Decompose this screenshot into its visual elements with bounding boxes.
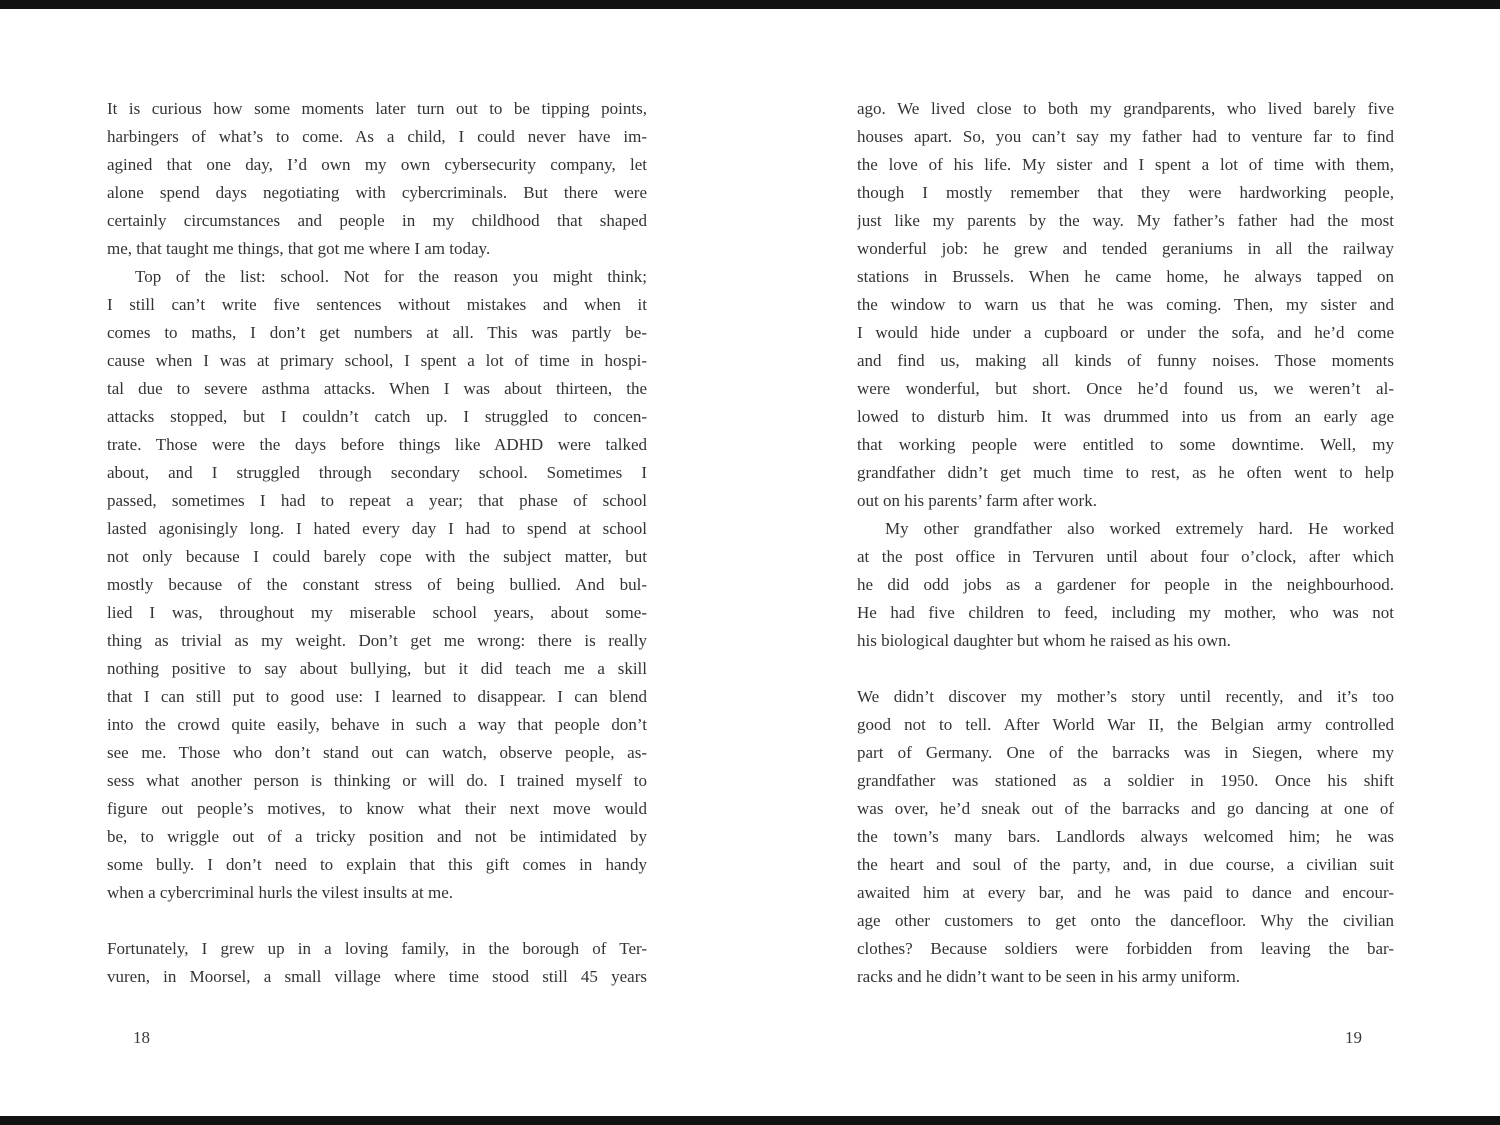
text-line: grandfather didn’t get much time to rest, as he often went to help	[857, 463, 1394, 482]
text-line: agined that one day, I’d own my own cybersecurity company, let	[107, 155, 647, 174]
paragraph	[107, 95, 647, 263]
text-line: stations in Brussels. When he came home, he always tapped on	[857, 267, 1394, 286]
text-line: when a cybercriminal hurls the vilest insults at me.	[107, 883, 454, 902]
top-edge-bar	[0, 0, 1500, 9]
text-line: mostly because of the constant stress of being bullied. And bul-	[107, 575, 647, 594]
text-line: figure out people’s motives, to know what their next move would	[107, 799, 647, 818]
text-line: alone spend days negotiating with cybercriminals. But there were	[107, 183, 647, 202]
paragraph	[107, 935, 647, 991]
text-line: cause when I was at primary school, I spent a lot of time in hospi-	[107, 351, 647, 370]
text-line: see me. Those who don’t stand out can watch, observe people, as-	[107, 743, 647, 762]
text-line: into the crowd quite easily, behave in such a way that people don’t	[107, 715, 647, 734]
text-line: I would hide under a cupboard or under the sofa, and he’d come	[857, 323, 1394, 342]
page-right-text-column	[857, 95, 1394, 991]
page-left-text-column	[107, 95, 647, 991]
text-line: He had five children to feed, including my mother, who was not	[857, 603, 1394, 622]
text-line: the window to warn us that he was coming. Then, my sister and	[857, 295, 1394, 314]
text-line: certainly circumstances and people in my childhood that shaped	[107, 211, 647, 230]
text-line: racks and he didn’t want to be seen in his army uniform.	[857, 967, 1241, 986]
text-line: lowed to disturb him. It was drummed into us from an early age	[857, 407, 1394, 426]
text-line: wonderful job: he grew and tended geraniums in all the railway	[857, 239, 1394, 258]
text-line: comes to maths, I don’t get numbers at all. This was partly be-	[107, 323, 647, 342]
text-line: vuren, in Moorsel, a small village where time stood still 45 years	[107, 967, 647, 986]
text-line: Fortunately, I grew up in a loving family, in the borough of Ter-	[107, 939, 647, 958]
text-line: were wonderful, but short. Once he’d found us, we weren’t al-	[857, 379, 1394, 398]
paragraph	[857, 95, 1394, 515]
text-line: he did odd jobs as a gardener for people in the neighbourhood.	[857, 575, 1394, 594]
text-line: lasted agonisingly long. I hated every day I had to spend at school	[107, 519, 647, 538]
text-line: nothing positive to say about bullying, but it did teach me a skill	[107, 659, 647, 678]
text-line: tal due to severe asthma attacks. When I was about thirteen, the	[107, 379, 647, 398]
text-line: trate. Those were the days before things like ADHD were talked	[107, 435, 647, 454]
paragraph	[857, 683, 1394, 991]
text-line: thing as trivial as my weight. Don’t get me wrong: there is really	[107, 631, 647, 650]
text-line: houses apart. So, you can’t say my father had to venture far to find	[857, 127, 1394, 146]
text-line: be, to wriggle out of a tricky position and not be intimidated by	[107, 827, 647, 846]
text-line: the heart and soul of the party, and, in due course, a civilian suit	[857, 855, 1394, 874]
text-line: though I mostly remember that they were hardworking people,	[857, 183, 1394, 202]
text-line: about, and I struggled through secondary school. Sometimes I	[107, 463, 647, 482]
text-line: not only because I could barely cope with the subject matter, but	[107, 547, 647, 566]
text-line: part of Germany. One of the barracks was in Siegen, where my	[857, 743, 1394, 762]
text-line: at the post office in Tervuren until about four o’clock, after which	[857, 547, 1394, 566]
text-line: that working people were entitled to some downtime. Well, my	[857, 435, 1394, 454]
paragraph	[857, 515, 1394, 655]
page-number-right: 19	[1345, 1028, 1362, 1047]
text-line: sess what another person is thinking or will do. I trained myself to	[107, 771, 647, 790]
text-line: Top of the list: school. Not for the reason you might think;	[135, 267, 647, 286]
text-line: that I can still put to good use: I learned to disappear. I can blend	[107, 687, 647, 706]
text-line: attacks stopped, but I couldn’t catch up. I struggled to concen-	[107, 407, 647, 426]
text-line: good not to tell. After World War II, the Belgian army controlled	[857, 715, 1394, 734]
text-line: I still can’t write five sentences without mistakes and when it	[107, 295, 647, 314]
page-number-left: 18	[133, 1028, 150, 1047]
bottom-edge-bar	[0, 1116, 1500, 1125]
text-line: was over, he’d sneak out of the barracks and go dancing at one of	[857, 799, 1394, 818]
text-line: ago. We lived close to both my grandparents, who lived barely five	[857, 99, 1394, 118]
paragraph	[107, 263, 647, 907]
text-line: My other grandfather also worked extremely hard. He worked	[885, 519, 1394, 538]
text-line: lied I was, throughout my miserable school years, about some-	[107, 603, 647, 622]
text-line: awaited him at every bar, and he was paid to dance and encour-	[857, 883, 1394, 902]
text-line: his biological daughter but whom he raised as his own.	[857, 631, 1231, 650]
text-line: grandfather was stationed as a soldier in 1950. Once his shift	[857, 771, 1394, 790]
text-line: It is curious how some moments later turn out to be tipping points,	[107, 99, 647, 118]
text-line: clothes? Because soldiers were forbidden from leaving the bar-	[857, 939, 1394, 958]
text-line: just like my parents by the way. My father’s father had the most	[857, 211, 1394, 230]
text-line: the love of his life. My sister and I spent a lot of time with them,	[857, 155, 1394, 174]
text-line: and find us, making all kinds of funny noises. Those moments	[857, 351, 1394, 370]
text-line: passed, sometimes I had to repeat a year; that phase of school	[107, 491, 647, 510]
text-line: age other customers to get onto the dancefloor. Why the civilian	[857, 911, 1394, 930]
text-line: the town’s many bars. Landlords always welcomed him; he was	[857, 827, 1394, 846]
text-line: out on his parents’ farm after work.	[857, 491, 1097, 510]
text-line: harbingers of what’s to come. As a child, I could never have im-	[107, 127, 647, 146]
text-line: me, that taught me things, that got me where I am today.	[107, 239, 491, 258]
text-line: some bully. I don’t need to explain that this gift comes in handy	[107, 855, 647, 874]
text-line: We didn’t discover my mother’s story until recently, and it’s too	[857, 687, 1394, 706]
